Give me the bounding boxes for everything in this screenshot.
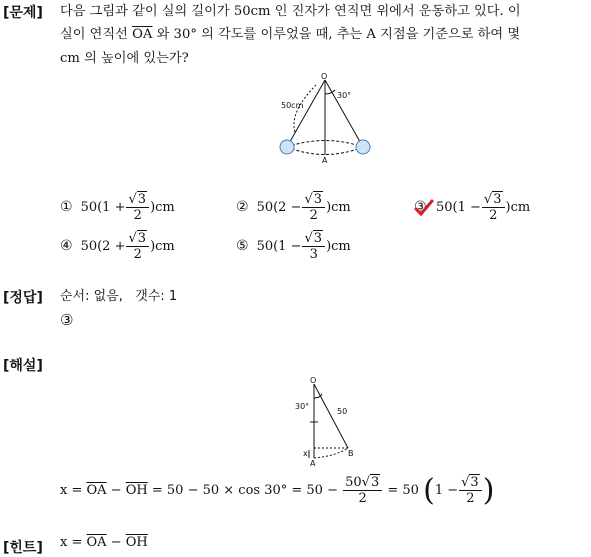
- choice-3-pre: 50(1 −: [436, 200, 481, 215]
- choice-4-radicand: 3: [137, 231, 147, 246]
- choice-2-number: ②: [236, 199, 249, 215]
- eq-frac-num-pre: 50: [345, 475, 362, 490]
- choice-1-post: )cm: [150, 200, 175, 215]
- choice-3-selected-check-icon: [414, 199, 436, 215]
- problem-line-2: [60, 23, 520, 42]
- choice-1-number: ①: [60, 199, 73, 215]
- eq-oa: $\overline{OA}$: [86, 483, 107, 498]
- choice-3-radicand: 3: [493, 192, 502, 207]
- check-mark-icon: [414, 199, 434, 217]
- hint-oa: $\overline{OA}$: [86, 535, 107, 550]
- choice-5[interactable]: [236, 231, 351, 262]
- eq-minus: −: [110, 483, 122, 498]
- hint-oh: $\overline{OH}$: [125, 535, 148, 550]
- problem-line-3: cm 의 높이에 있는가?: [60, 51, 189, 66]
- choice-5-number: ⑤: [236, 238, 249, 254]
- choice-4-denominator: 2: [133, 247, 142, 262]
- choice-2[interactable]: [236, 192, 351, 223]
- choice-1-fraction: $\frac{√3}{2}$: [126, 192, 149, 223]
- solution-arc: [314, 448, 348, 458]
- choice-5-post: )cm: [326, 239, 351, 254]
- eq-inner-pre: 1 −: [434, 483, 459, 498]
- eq-inner-fraction: $\frac{√3}{2}$: [459, 475, 482, 506]
- answer-meta: 순서: 없음, 갯수: 1: [60, 289, 178, 304]
- eq-fraction: $\frac{50√3}{2}$: [343, 475, 382, 506]
- bob-right: [356, 140, 370, 154]
- choice-4-post: )cm: [150, 239, 175, 254]
- eq-frac-radicand: 3: [370, 475, 380, 490]
- problem-line-2-post: 와 30° 의 각도를 이루었을 때, 추는 A 지점을 기준으로 하여 몇: [152, 27, 521, 42]
- choice-5-fraction: $\frac{√3}{3}$: [302, 231, 325, 262]
- eq-oh: $\overline{OH}$: [125, 483, 148, 498]
- choice-3-post: )cm: [505, 200, 531, 215]
- sol-label-len: 50: [337, 407, 348, 416]
- answer-label: [정답]: [3, 290, 43, 306]
- string-left: [287, 80, 325, 147]
- sol-label-x: x: [303, 449, 308, 458]
- choice-2-fraction: $\frac{√3}{2}$: [302, 192, 325, 223]
- choice-2-denominator: 2: [309, 208, 318, 223]
- eq-frac-den: 2: [358, 491, 367, 506]
- label-a: A: [322, 156, 328, 164]
- choice-4[interactable]: [60, 231, 175, 262]
- hint-equation: [60, 535, 148, 550]
- problem-label: [문제]: [3, 5, 43, 21]
- label-angle: 30°: [337, 91, 352, 100]
- solution-string: [314, 384, 348, 448]
- segment-oa: $\overline{OA}$: [132, 27, 153, 42]
- hint-x: x =: [60, 535, 83, 550]
- label-length: 50cm: [281, 101, 304, 110]
- choice-2-radicand: 3: [313, 192, 323, 207]
- hint-label: [힌트]: [3, 540, 43, 556]
- choice-1[interactable]: [60, 192, 175, 223]
- choice-2-post: )cm: [326, 200, 351, 215]
- choice-1-denominator: 2: [133, 208, 142, 223]
- solution-label: [해설]: [3, 358, 43, 374]
- solution-equation: $x = \overline{OA} - \overline{OH} = 50 - 50 \times \cos 30^\circ = 50$ − $\frac{50√3}{2}$ = 50 (1 − $\frac{√3}{2}$ ): [60, 473, 495, 508]
- solution-figure: [290, 376, 360, 468]
- angle-arc: [325, 90, 335, 94]
- sol-label-angle: 30°: [295, 402, 310, 411]
- sol-label-b: B: [348, 449, 354, 458]
- choice-2-pre: 50(2 −: [256, 200, 302, 215]
- eq-x: x =: [60, 483, 83, 498]
- choice-5-radicand: 3: [313, 231, 323, 246]
- choice-1-pre: 50(1 +: [80, 200, 126, 215]
- choice-3[interactable]: [414, 192, 530, 223]
- choice-4-fraction: $\frac{√3}{2}$: [126, 231, 149, 262]
- bob-left: [280, 140, 294, 154]
- eq-equals2: = 50: [387, 483, 419, 498]
- sol-label-o: O: [310, 376, 317, 385]
- eq-inner-radicand: 3: [470, 475, 479, 490]
- answer-value: ③: [60, 311, 74, 329]
- sol-label-a: A: [310, 459, 316, 468]
- choice-1-radicand: 3: [137, 192, 147, 207]
- choice-5-pre: 50(1 −: [256, 239, 302, 254]
- eq-mid: = 50 − 50 × cos 30° = 50 −: [151, 483, 338, 498]
- choice-4-number: ④: [60, 238, 73, 254]
- problem-line-1: 다음 그림과 같이 실의 길이가 50cm 인 진자가 연직면 위에서 운동하고 있다. 이: [60, 4, 521, 19]
- choice-3-fraction: $\frac{√3}{2}$: [482, 192, 505, 223]
- hint-minus: −: [110, 535, 122, 550]
- eq-inner-den: 2: [466, 491, 475, 506]
- label-o: O: [321, 72, 328, 81]
- choice-4-pre: 50(2 +: [80, 239, 126, 254]
- problem-line-2-pre: 실이 연직선: [60, 27, 133, 42]
- choice-3-denominator: 2: [489, 208, 498, 223]
- pendulum-figure: [275, 72, 375, 164]
- choice-5-denominator: 3: [309, 247, 318, 262]
- choice-3-number: ③: [414, 199, 427, 215]
